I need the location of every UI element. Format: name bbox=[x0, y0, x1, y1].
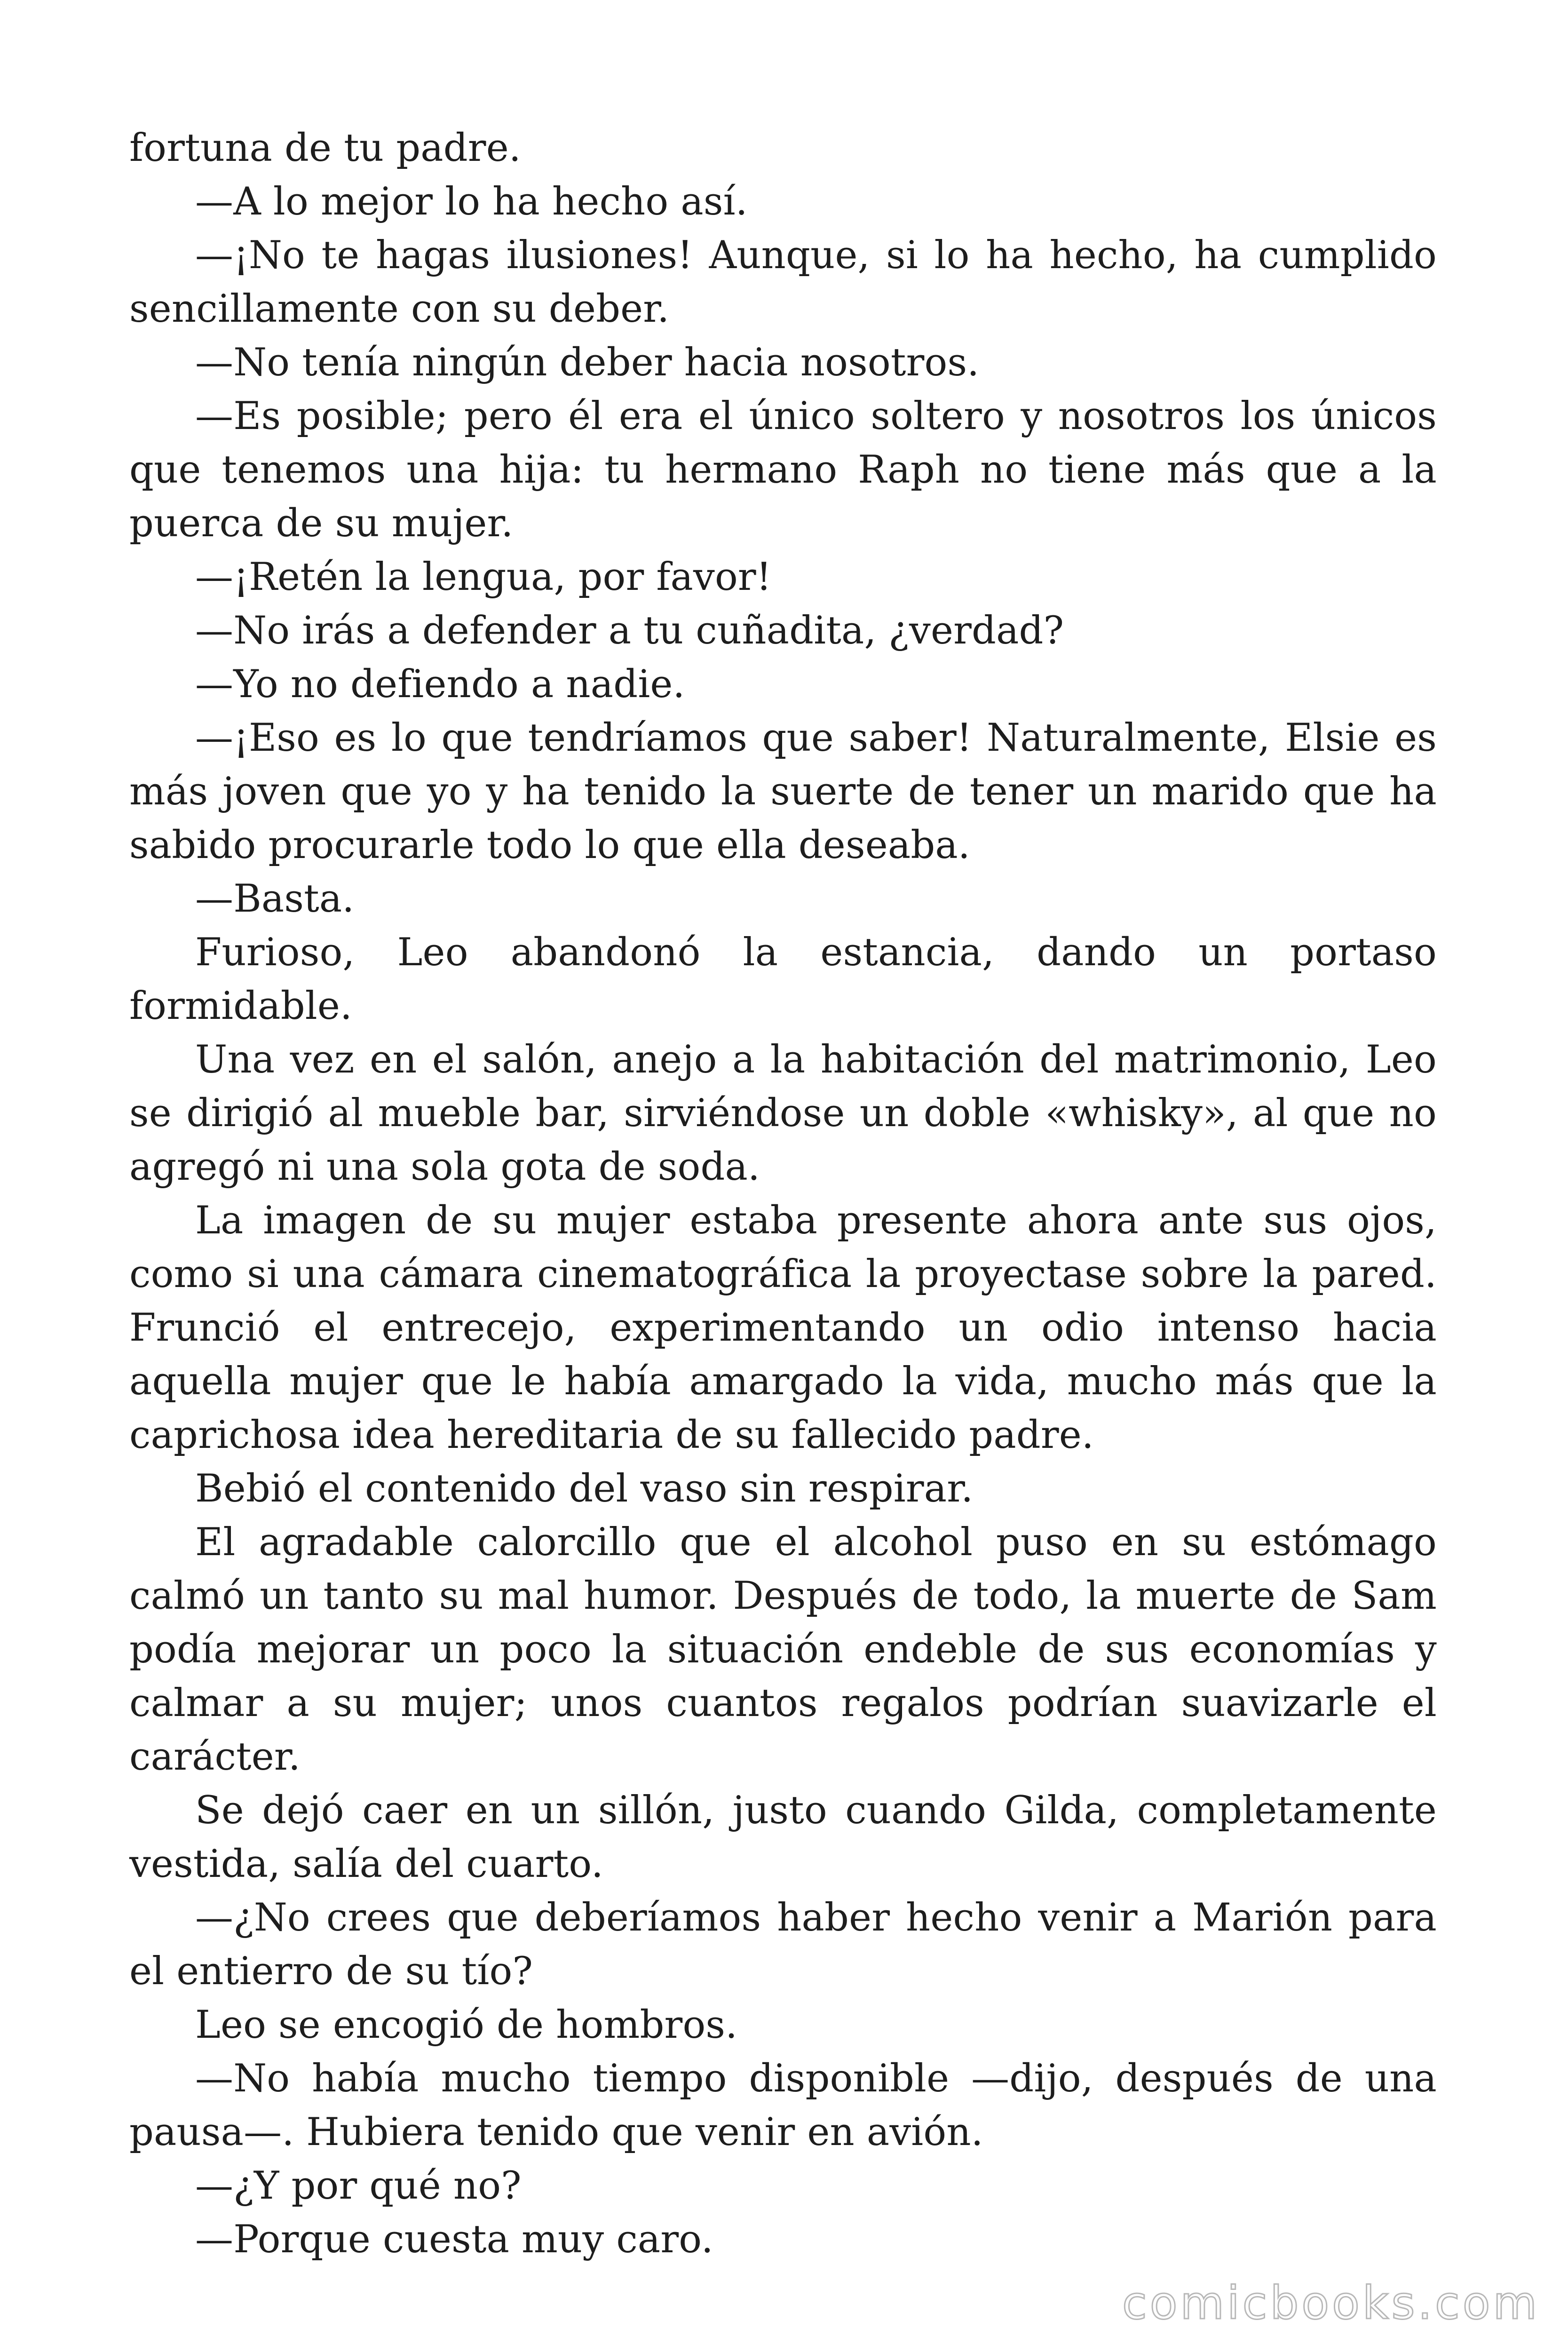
watermark-logo: comicbooks.com bbox=[1122, 2277, 1540, 2329]
paragraph: —Es posible; pero él era el único soltero y nosotros los únicos que tenemos una hija: tu hermano Raph no tiene más que a la puerca de su mujer. bbox=[129, 394, 1437, 546]
paragraph: —¿Y por qué no? bbox=[195, 2164, 522, 2208]
paragraph: Leo se encogió de hombros. bbox=[195, 2003, 738, 2047]
paragraph: —A lo mejor lo ha hecho así. bbox=[195, 180, 748, 224]
paragraph: La imagen de su mujer estaba presente ahora ante sus ojos, como si una cámara cinematográfica la proyectase sobre la pared. Frunció el entrecejo, experimentando un odio intenso hacia aquella mujer que le había amargado la vida, mucho más que la caprichosa idea hereditaria de su fallecido padre. bbox=[129, 1199, 1437, 1457]
paragraph: —No irás a defender a tu cuñadita, ¿verdad? bbox=[195, 609, 1064, 653]
paragraph: —No había mucho tiempo disponible —dijo, después de una pausa—. Hubiera tenido que venir en avión. bbox=[129, 2057, 1437, 2154]
paragraph: El agradable calorcillo que el alcohol puso en su estómago calmó un tanto su mal humor. Después de todo, la muerte de Sam podía mejorar un poco la situación endeble de sus economías y calmar a su mujer; unos cuantos regalos podrían suavizarle el carácter. bbox=[129, 1520, 1437, 1779]
paragraph: Furioso, Leo abandonó la estancia, dando un portaso formidable. bbox=[129, 930, 1437, 1028]
paragraph: —¡Retén la lengua, por favor! bbox=[195, 555, 772, 599]
paragraph: —Yo no defiendo a nadie. bbox=[195, 662, 685, 707]
paragraph: Se dejó caer en un sillón, justo cuando Gilda, completamente vestida, salía del cuarto. bbox=[129, 1788, 1437, 1886]
paragraph: —Basta. bbox=[195, 877, 355, 921]
paragraph: fortuna de tu padre. bbox=[129, 126, 521, 170]
paragraph: Una vez en el salón, anejo a la habitación del matrimonio, Leo se dirigió al mueble bar, sirviéndose un doble «whisky», al que no agregó ni una sola gota de soda. bbox=[129, 1038, 1437, 1189]
paragraph: —¡No te hagas ilusiones! Aunque, si lo ha hecho, ha cumplido sencillamente con su deber. bbox=[129, 233, 1437, 331]
paragraph: —¡Eso es lo que tendríamos que saber! Naturalmente, Elsie es más joven que yo y ha tenido la suerte de tener un marido que ha sabido procurarle todo lo que ella deseaba. bbox=[129, 716, 1437, 867]
body-text bbox=[129, 121, 1437, 2266]
paragraph: Bebió el contenido del vaso sin respirar. bbox=[195, 1467, 974, 1511]
paragraph: —Porque cuesta muy caro. bbox=[195, 2217, 713, 2262]
paragraph: —No tenía ningún deber hacia nosotros. bbox=[195, 341, 980, 385]
paragraph: —¿No crees que deberíamos haber hecho venir a Marión para el entierro de su tío? bbox=[129, 1896, 1437, 1994]
